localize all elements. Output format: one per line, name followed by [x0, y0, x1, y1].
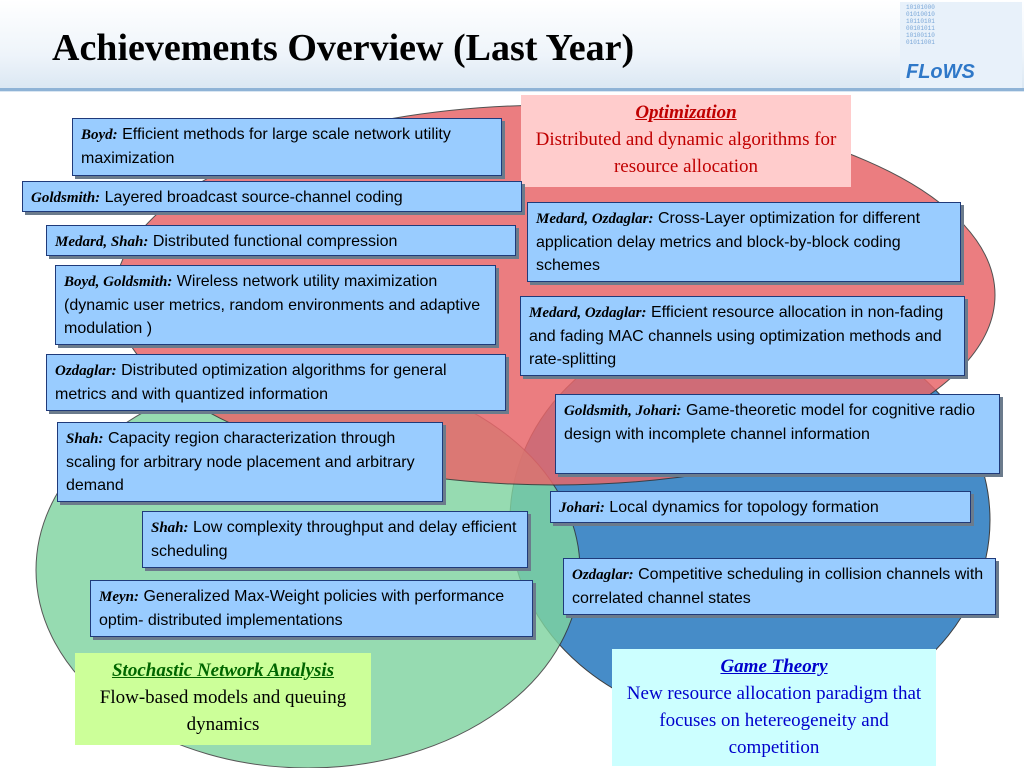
achievement-text: Layered broadcast source-channel coding	[104, 189, 403, 206]
stochastic-desc: Flow-based models and queuing dynamics	[99, 687, 347, 735]
achievement-author: Shah:	[66, 431, 104, 447]
stochastic-title: Stochastic Network Analysis	[111, 660, 335, 681]
achievement-box	[520, 296, 965, 376]
logo-text: FLoWS	[906, 61, 975, 83]
flows-logo	[900, 2, 1022, 88]
achievement-author: Ozdaglar:	[572, 567, 634, 583]
game-theory-label	[612, 649, 936, 766]
achievement-author: Medard, Shah:	[55, 234, 149, 250]
page-title: Achievements Overview (Last Year)	[52, 27, 635, 69]
achievement-text: Distributed functional compression	[152, 233, 398, 250]
achievement-box	[563, 558, 996, 615]
logo-binary-pattern: 10101000 01010010 10110101 00101011 10100110 01011001	[906, 4, 935, 46]
achievement-box	[22, 181, 522, 212]
achievement-text: Wireless network utility maximization (dynamic user metrics, random environments and adaptive modulation )	[64, 273, 481, 337]
achievement-author: Medard, Ozdaglar:	[536, 211, 654, 227]
achievement-author: Goldsmith:	[31, 190, 101, 206]
achievement-text: Game-theoretic model for cognitive radio design with incomplete channel information	[564, 402, 976, 443]
achievement-author: Medard, Ozdaglar:	[529, 305, 647, 321]
achievement-box	[46, 354, 506, 411]
achievement-box	[57, 422, 443, 502]
achievement-text: Competitive scheduling in collision channels with correlated channel states	[572, 566, 984, 607]
achievement-text: Generalized Max-Weight policies with performance optim- distributed implementations	[99, 588, 505, 629]
achievement-author: Boyd, Goldsmith:	[64, 274, 173, 290]
achievement-author: Johari:	[559, 500, 605, 516]
achievement-text: Cross-Layer optimization for different application delay metrics and block-by-block coding schemes	[536, 210, 921, 274]
achievement-author: Meyn:	[99, 589, 139, 605]
achievement-author: Goldsmith, Johari:	[564, 403, 682, 419]
optimization-label	[521, 95, 851, 187]
achievement-text: Efficient resource allocation in non-fading and fading MAC channels using optimization methods and rate-splitting	[529, 304, 944, 368]
optimization-title: Optimization	[635, 102, 737, 123]
achievement-box	[555, 394, 1000, 474]
achievement-box	[72, 118, 502, 176]
achievement-text: Efficient methods for large scale network utility maximization	[81, 126, 451, 167]
achievement-box	[550, 491, 971, 523]
achievement-text: Capacity region characterization through scaling for arbitrary node placement and arbitrary demand	[66, 430, 415, 494]
achievement-box	[46, 225, 516, 256]
title-divider	[0, 88, 1024, 91]
achievement-author: Boyd:	[81, 127, 118, 143]
game-theory-desc: New resource allocation paradigm that focuses on hetereogeneity and competition	[626, 683, 922, 758]
achievement-text: Local dynamics for topology formation	[609, 499, 879, 516]
achievement-text: Distributed optimization algorithms for general metrics and with quantized information	[55, 362, 447, 403]
game-theory-title: Game Theory	[720, 656, 828, 677]
stochastic-label	[75, 653, 371, 745]
achievement-box	[55, 265, 496, 345]
optimization-desc: Distributed and dynamic algorithms for resource allocation	[535, 129, 837, 177]
achievement-text: Low complexity throughput and delay efficient scheduling	[151, 519, 517, 560]
achievement-box	[142, 511, 528, 568]
achievement-box	[527, 202, 961, 282]
achievement-box	[90, 580, 533, 637]
achievement-author: Ozdaglar:	[55, 363, 117, 379]
achievement-author: Shah:	[151, 520, 189, 536]
